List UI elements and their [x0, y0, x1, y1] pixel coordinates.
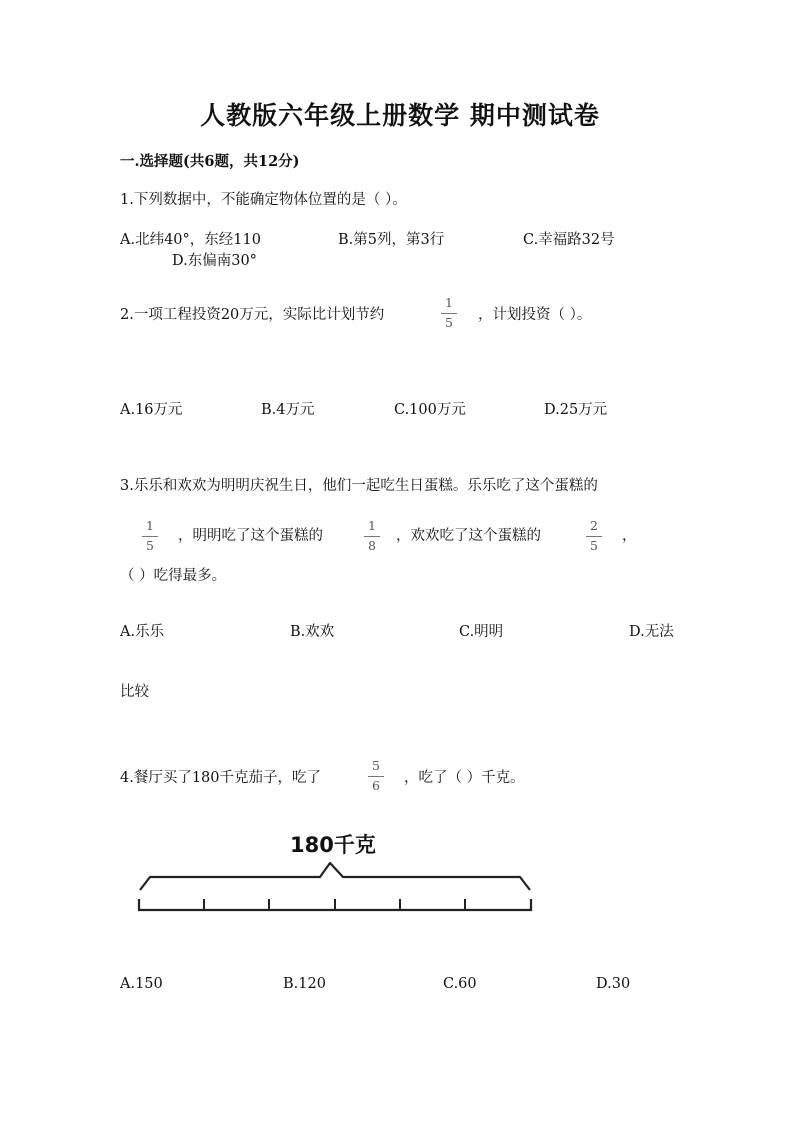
q1-stem: 1.下列数据中，不能确定物体位置的是（ ）。 [120, 192, 407, 208]
section-heading: 一.选择题(共6题，共12分) [120, 153, 300, 170]
fraction-denominator: 5 [590, 537, 598, 553]
fraction-denominator: 8 [368, 537, 376, 553]
q4-option-c[interactable]: C.60 [443, 976, 477, 992]
fraction-numerator: 5 [372, 758, 380, 773]
q3-stem-line3: （ ）吃得最多。 [120, 568, 227, 584]
q2-stem-part1: 2.一项工程投资20万元，实际比计划节约 [120, 307, 385, 323]
q3-option-a[interactable]: A.乐乐 [120, 624, 165, 640]
fraction-numerator: 1 [146, 518, 154, 533]
q1-option-c[interactable]: C.幸福路32号 [523, 232, 615, 248]
q3-option-b[interactable]: B.欢欢 [290, 624, 335, 640]
q3-option-d[interactable]: D.无法 [629, 624, 674, 640]
q3-text-mid2: ，欢欢吃了这个蛋糕的 [396, 528, 541, 544]
fraction-denominator: 6 [372, 777, 380, 793]
q1-option-b[interactable]: B.第5列，第3行 [338, 232, 445, 248]
q3-option-d-continued: 比较 [120, 684, 149, 700]
diagram-brace [140, 863, 530, 890]
q3-text-end: ， [622, 528, 637, 544]
q2-option-c[interactable]: C.100万元 [394, 402, 466, 418]
diagram-total-label: 180千克 [290, 833, 376, 857]
fraction-numerator: 2 [590, 518, 598, 533]
page-title: 人教版六年级上册数学 期中测试卷 [200, 101, 600, 130]
q4-option-d[interactable]: D.30 [596, 976, 631, 992]
q2-stem-part2: ，计划投资（ ）。 [478, 307, 592, 323]
q4-option-b[interactable]: B.120 [283, 976, 326, 992]
q3-option-c[interactable]: C.明明 [459, 624, 504, 640]
fraction-denominator: 5 [146, 537, 154, 553]
q4-stem-part1: 4.餐厅买了180千克茄子，吃了 [120, 770, 322, 786]
q4-option-a[interactable]: A.150 [120, 976, 163, 992]
fraction-numerator: 1 [445, 295, 453, 310]
fraction-numerator: 1 [368, 518, 376, 533]
fraction-denominator: 5 [445, 314, 453, 330]
q2-option-a[interactable]: A.16万元 [120, 402, 183, 418]
q2-option-d[interactable]: D.25万元 [544, 402, 608, 418]
q1-option-a[interactable]: A.北纬40°，东经110 [120, 232, 261, 248]
q3-text-mid1: ，明明吃了这个蛋糕的 [178, 528, 323, 544]
q3-stem-line1: 3.乐乐和欢欢为明明庆祝生日，他们一起吃生日蛋糕。乐乐吃了这个蛋糕的 [120, 478, 598, 494]
q4-stem-part2: ，吃了（ ）千克。 [404, 770, 525, 786]
q1-option-d[interactable]: D.东偏南30° [172, 253, 257, 269]
q2-option-b[interactable]: B.4万元 [261, 402, 315, 418]
